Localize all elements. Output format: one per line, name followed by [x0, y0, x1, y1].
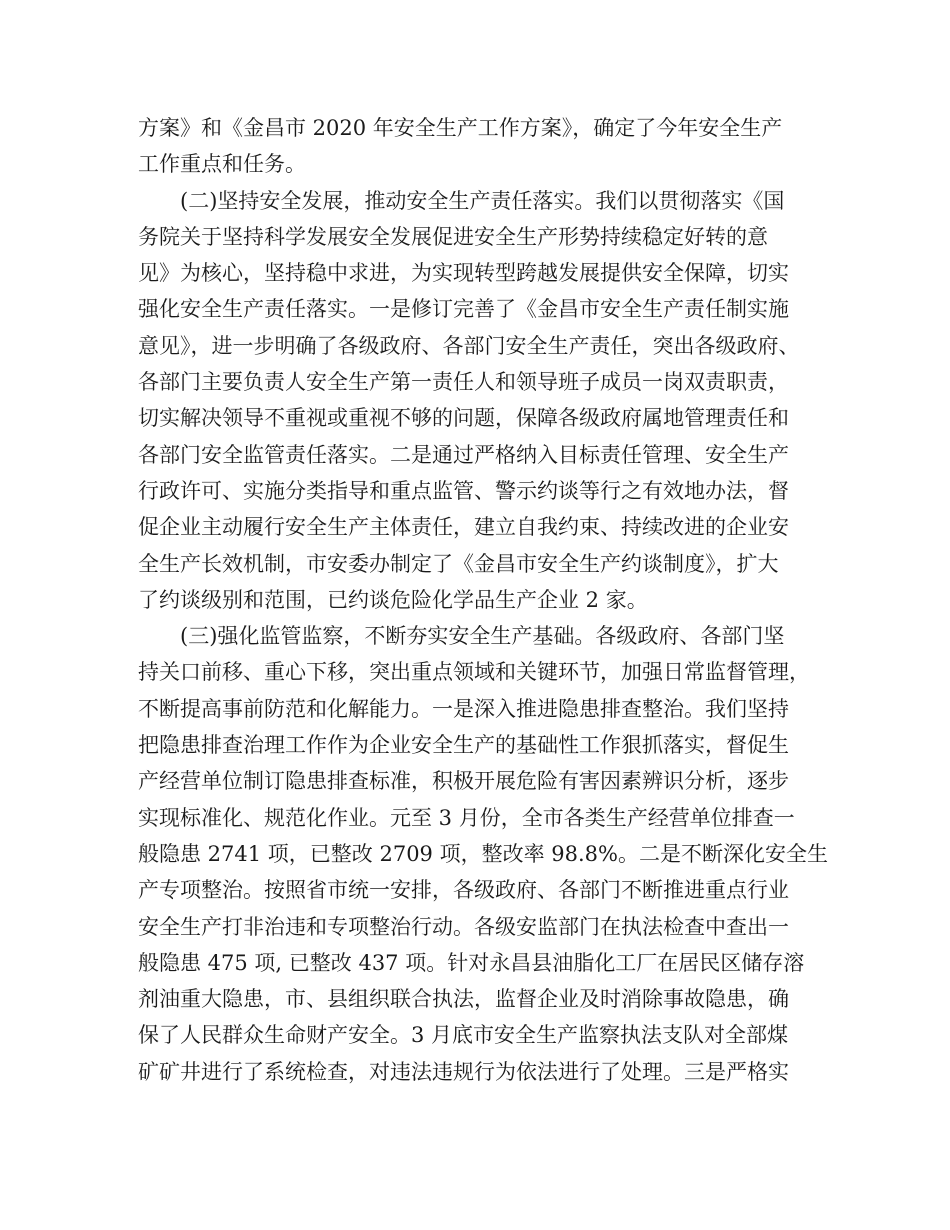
text-line: 意见》，进一步明确了各级政府、各部门安全生产责任，突出各级政府、 — [138, 333, 800, 358]
text-line: (二)坚持安全发展，推动安全生产责任落实。我们以贯彻落实《国 — [138, 188, 785, 213]
text-line: 工作重点和任务。 — [138, 152, 306, 177]
text-line: 各部门主要负责人安全生产第一责任人和领导班子成员一岗双责职责， — [138, 370, 789, 395]
text-line: 了约谈级别和范围，已约谈危险化学品生产企业 2 家。 — [138, 587, 648, 612]
text-line: (三)强化监管监察，不断夯实安全生产基础。各级政府、各部门坚 — [138, 624, 785, 649]
text-line: 保了人民群众生命财产安全。3 月底市安全生产监察执法支队对全部煤 — [138, 1023, 789, 1048]
text-line: 强化安全生产责任落实。一是修订完善了《金昌市安全生产责任制实施 — [138, 297, 789, 322]
text-line: 务院关于坚持科学发展安全发展促进安全生产形势持续稳定好转的意 — [138, 224, 768, 249]
text-line: 般隐患 2741 项，已整改 2709 项，整改率 98.8%。二是不断深化安全生 — [138, 841, 828, 866]
text-line: 各部门安全监管责任落实。二是通过严格纳入目标责任管理、安全生产 — [138, 442, 789, 467]
text-line: 剂油重大隐患，市、县组织联合执法，监督企业及时消除事故隐患，确 — [138, 987, 789, 1012]
text-line: 产专项整治。按照省市统一安排，各级政府、各部门不断推进重点行业 — [138, 878, 789, 903]
text-line: 方案》和《金昌市 2020 年安全生产工作方案》，确定了今年安全生产 — [138, 116, 783, 140]
text-line: 产经营单位制订隐患排查标准，积极开展危险有害因素辨识分析，逐步 — [138, 769, 789, 794]
body-text — [138, 110, 828, 1090]
text-line: 见》为核心，坚持稳中求进，为实现转型跨越发展提供安全保障，切实 — [138, 261, 789, 286]
text-line: 切实解决领导不重视或重视不够的问题，保障各级政府属地管理责任和 — [138, 406, 789, 431]
text-line: 不断提高事前防范和化解能力。一是深入推进隐患排查整治。我们坚持 — [138, 696, 789, 721]
text-line: 持关口前移、重心下移，突出重点领域和关键环节，加强日常监督管理， — [138, 660, 810, 685]
text-line: 把隐患排查治理工作作为企业安全生产的基础性工作狠抓落实，督促生 — [138, 733, 789, 758]
text-line: 实现标准化、规范化作业。元至 3 月份，全市各类生产经营单位排查一 — [138, 805, 795, 830]
text-line: 般隐患 475 项, 已整改 437 项。针对永昌县油脂化工厂在居民区储存溶 — [138, 950, 805, 975]
text-line: 矿矿井进行了系统检查，对违法违规行为依法进行了处理。三是严格实 — [138, 1059, 789, 1084]
text-line: 全生产长效机制，市安委办制定了《金昌市安全生产约谈制度》，扩大 — [138, 551, 779, 576]
text-line: 安全生产打非治违和专项整治行动。各级安监部门在执法检查中查出一 — [138, 914, 789, 939]
text-line: 促企业主动履行安全生产主体责任，建立自我约束、持续改进的企业安 — [138, 515, 789, 540]
text-line: 行政许可、实施分类指导和重点监管、警示约谈等行之有效地办法，督 — [138, 478, 789, 503]
